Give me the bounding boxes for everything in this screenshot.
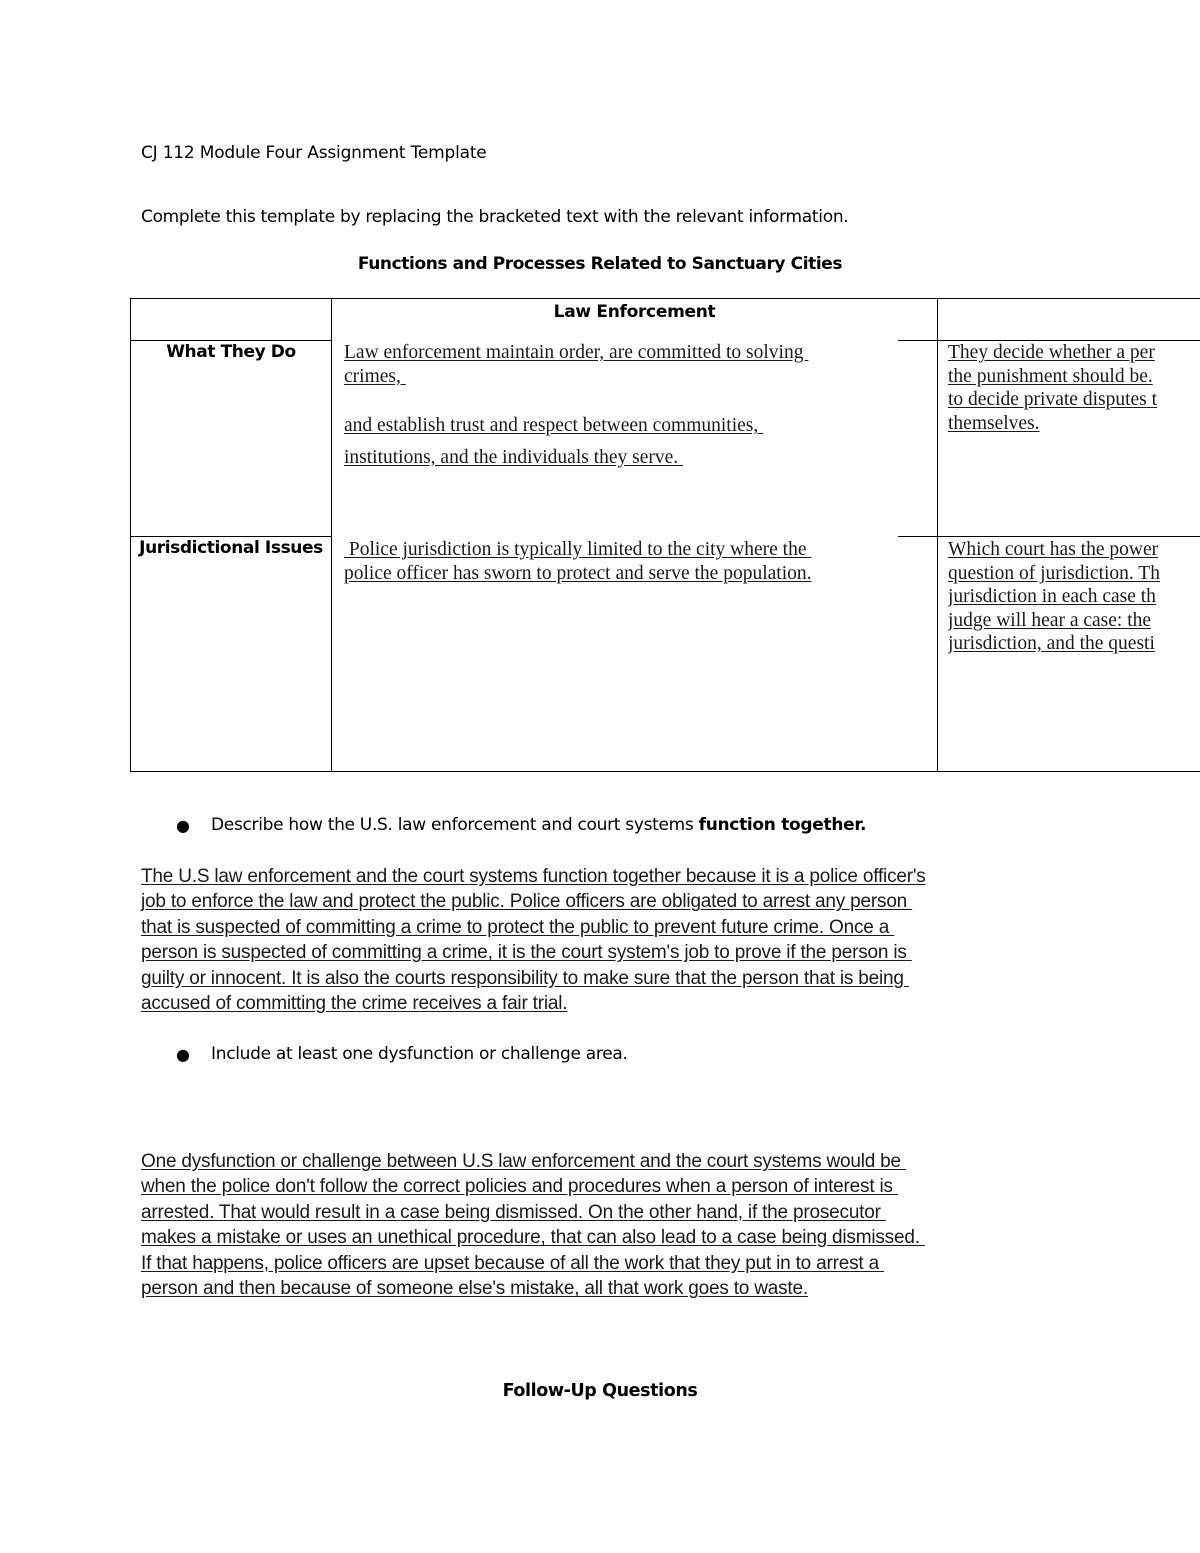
bullet-function-together (211, 815, 866, 835)
answer-line: accused of committing the crime receives a fair trial. (141, 993, 568, 1015)
answer-line: person is suspected of committing a crime, it is the court system's job to prove if the person is (141, 942, 912, 964)
law-enforcement-what-they-do (344, 341, 808, 388)
answer-function-together (141, 864, 1101, 1016)
cell-line: They decide whether a per (948, 342, 1155, 363)
row-divider-2a (130, 536, 332, 537)
document-title: CJ 112 Module Four Assignment Template (141, 143, 487, 163)
cell-line: police officer has sworn to protect and serve the population. (344, 562, 812, 584)
bullet-bold-text: function together. (698, 815, 867, 835)
cell-line: and establish trust and respect between communities, (344, 415, 764, 436)
cell-line: themselves. (948, 412, 1040, 434)
answer-line: person and then because of someone else's mistake, all that work goes to waste. (141, 1278, 808, 1300)
answer-line: One dysfunction or challenge between U.S law enforcement and the court systems would be (141, 1151, 906, 1172)
bullet-dysfunction: Include at least one dysfunction or challenge area. (211, 1044, 628, 1064)
answer-dysfunction (141, 1149, 1101, 1301)
column-header-law-enforcement: Law Enforcement (553, 302, 716, 322)
instructions-text: Complete this template by replacing the bracketed text with the relevant information. (141, 207, 849, 227)
bullet-text: Describe how the U.S. law enforcement and court systems (211, 815, 699, 835)
cell-line: question of jurisdiction. Th (948, 562, 1160, 584)
cell-line: crimes, (344, 365, 406, 387)
answer-line: that is suspected of committing a crime to protect the public to prevent future crime. Once a (141, 916, 895, 938)
answer-line: makes a mistake or uses an unethical procedure, that can also lead to a case being dismissed. (141, 1227, 925, 1249)
cell-line: Which court has the power (948, 539, 1159, 560)
cell-line: the punishment should be. (948, 365, 1153, 387)
answer-line: job to enforce the law and protect the public. Police officers are obligated to arrest any person (141, 891, 913, 913)
answer-line: The U.S law enforcement and the court systems function together because it is a police officer's (141, 866, 926, 887)
answer-line: when the police don't follow the correct policies and procedures when a person of interest is (141, 1176, 898, 1198)
bullet-dot: ● (176, 816, 190, 835)
cell-line: Law enforcement maintain order, are committed to solving (344, 342, 809, 363)
table-divider-1 (331, 298, 332, 772)
courts-jurisdiction (948, 538, 1200, 663)
cell-line: jurisdiction, and the questi (948, 633, 1155, 654)
row-header-what-they-do: What They Do (166, 342, 296, 362)
bullet-dot: ● (176, 1045, 190, 1064)
table-title: Functions and Processes Related to Sanctuary Cities (357, 254, 843, 274)
cell-line: to decide private disputes t (948, 389, 1158, 410)
follow-up-heading: Follow-Up Questions (502, 1381, 698, 1401)
cell-line: judge will hear a case: the (948, 609, 1152, 631)
table-border-top (130, 298, 1200, 299)
row-header-jurisdictional-issues: Jurisdictional Issues (139, 538, 323, 558)
law-enforcement-jurisdiction (344, 538, 812, 585)
row-divider-2b (898, 536, 1200, 537)
cell-line: jurisdiction in each case th (948, 586, 1156, 607)
cell-line: institutions, and the individuals they serve. (344, 447, 684, 468)
answer-line: guilty or innocent. It is also the courts responsibility to make sure that the person that is being (141, 967, 909, 989)
law-enforcement-what-they-do-continued (344, 410, 763, 474)
answer-line: If that happens, police officers are upset because of all the work that they put in to arrest a (141, 1252, 885, 1274)
table-border-bottom (130, 771, 1200, 772)
table-divider-2 (937, 298, 938, 772)
row-divider-1a (130, 340, 332, 341)
table-border-left (130, 298, 131, 772)
answer-line: arrested. That would result in a case being dismissed. On the other hand, if the prosecutor (141, 1201, 886, 1223)
cell-line: Police jurisdiction is typically limited to the city where the (344, 539, 812, 560)
courts-what-they-do (948, 341, 1200, 441)
